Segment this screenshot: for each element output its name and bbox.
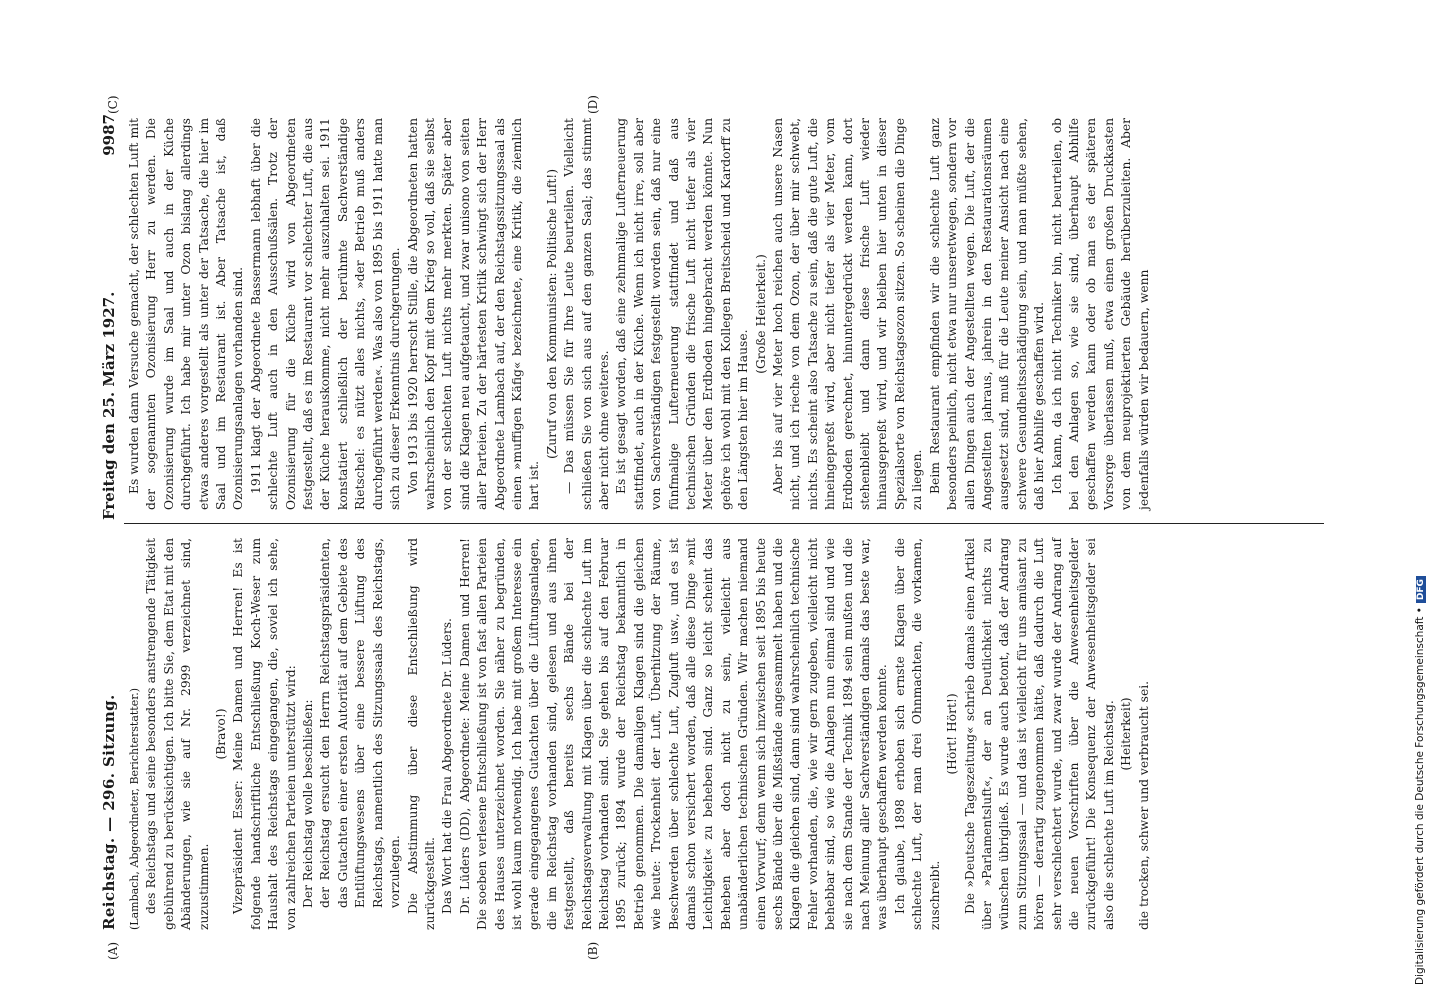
paragraph: 1911 klagt der Abgeordnete Bassermann lebhaft über die schlechte Luft auch in den Ausschußsälen. Trotz der Ozonisierung für die Küche wird von Abgeordneten festgestellt, daß es im Restaurant vor schlechter Luft, die aus der Küche herauskomme, nicht mehr auszuhalten sei. 1911 konstatiert schließlich der berühmte Sachverständige Rietschel: es nützt alles nichts, »der Betrieb muß anders durchgeführt werden«. Was also von 1895 bis 1911 hatte man sich zu dieser Erkenntnis durchgerungen. <box>248 118 403 510</box>
margin-marker-b: (B) <box>586 941 600 960</box>
header-session: Reichstag. — 296. Sitzung. <box>100 694 118 930</box>
margin-marker-a: (A) <box>106 941 120 960</box>
paragraph: Aber bis auf vier Meter hoch reichen auch unsere Nasen nicht, und ich rieche von dem Ozon, der über mir schwebt, nichts. Es scheint also Tatsache zu sein, daß die gute Luft, die hineingepreßt wird, aber nicht tiefer als vier Meter, vom Erdboden gerechnet, hinuntergedrückt werden kann, dort stehenbleibt und dann diese frische Luft wieder hinausgepreßt wird, und wir bleiben hier unten in dieser Spezialsorte von Reichstagsozon sitzen. So scheinen die Dinge zu liegen. <box>771 118 925 510</box>
paragraph: — Das müssen Sie für Ihre Leute beurteilen. Vielleicht schließen Sie von sich aus auf den ganzen Saal; das stimmt aber nicht ohne weiteres. <box>562 118 611 510</box>
right-column <box>126 118 1326 510</box>
interjection: (Große Heiterkeit.) <box>753 254 768 374</box>
paragraph: Beim Restaurant empfinden wir die schlechte Luft ganz besonders peinlich, nicht etwa nur unseretwegen, sondern vor allen Dingen auch der Angestellten wegen. Die Luft, der die Angestellten jahraus, jahrein in den Restaurationsräumen ausgesetzt sind, muß für die Leute meiner Ansicht nach eine schwere Gesundheitsschädigung sein, und man müßte sehen, daß hier Abhilfe geschaffen wird. <box>927 118 1047 510</box>
speaker-note: (Lambach, Abgeordneter, Berichterstatter.) <box>128 687 141 930</box>
paragraph: Es wurden dann Versuche gemacht, der schlechten Luft mit der sogenannten Ozonisierung Herr zu werden. Die Ozonisierung wurde im Saal und auch in der Küche durchgeführt. Ich habe mir unter Ozon bislang allerdings etwas anderes vorgestellt als unter der Tatsache, die hier im Saal und im Restaurant ist. Aber Tatsache ist, daß Ozonisierungsanlagen vorhanden sind. <box>127 118 246 510</box>
motion-text: der Reichstag ersucht den Herrn Reichstagspräsidenten, das Gutachten einer ersten Autorität auf dem Gebiete des Entlüftungswesens über eine bessere Lüftung des Reichstags, namentlich des Sitzungssaals des Reichstags, vorzulegen. <box>318 538 403 908</box>
header-date: Freitag den 25. März 1927. <box>100 291 118 520</box>
motion-intro: Der Reichstag wolle beschließen: <box>301 699 316 908</box>
rotated-page <box>100 95 1330 960</box>
dfg-logo: DFG <box>1416 576 1426 603</box>
interjection: (Heiterkeit) <box>1119 697 1134 771</box>
paragraph: Vizepräsident Esser: Meine Damen und Herren! Es ist folgende handschriftliche Entschließung Koch-Weser zum Haushalt des Reichstags eingegangen, die, soviel ich sehe, von zahlreichen Parteien unterstützt wird: <box>231 538 298 930</box>
paragraph: Ich glaube, 1898 erhoben sich ernste Klagen über die schlechte Luft, der man drei Ohnmachten, die vorkamen, zuschreibt. <box>892 538 942 930</box>
paragraph: Ich kann, da ich nicht Techniker bin, nicht beurteilen, ob bei den Anlagen so, wie sie sind, überhaupt Abhilfe geschaffen werden kann oder ob man es der späteren Vorsorge überlassen muß, etwa einen großen Druckkasten von dem neuprojektierten Gebäude herüberzuleiten. Aber jedenfalls würden wir bedauern, wenn <box>1049 118 1151 510</box>
paragraph: Die Abstimmung über diese Entschließung wird zurückgestellt. <box>405 538 437 930</box>
speech-paragraph: Dr. Lüders (DD), Abgeordnete: Meine Damen und Herren! Die soeben verlesene Entschließung ist von fast allen Parteien des Hauses unterzeichnet worden. Sie näher zu begründen, ist wohl kaum notwendig. Ich habe mit großem Interesse ein gerade eingegangenes Gutachten über die Lüftungsanlagen, die im Reichstag vorhanden sind, gelesen und aus ihnen festgestellt, daß bereits sechs Bände bei der Reichstagsverwaltung mit Klagen über die schlechte Luft im Reichstag vorhanden sind. Sie gehen bis auf den Februar 1895 zurück; 1894 wurde der Reichstag bekanntlich in Betrieb genommen. Die damaligen Klagen sind die gleichen wie heute: Trockenheit der Luft, Überhitzung der Räume, Beschwerden über schlechte Luft, Zugluft usw., und es ist damals schon versichert worden, daß alle diese Dinge »mit Leichtigkeit« zu beheben sind. Ganz so leicht scheint das Beheben aber doch nicht zu sein, vielleicht aus unabänderlichen technischen Gründen. Wir machen niemand einen Vorwurf; denn wenn sich inzwischen seit 1895 bis heute sechs Bände über die Mißstände angesammelt haben und die Klagen die gleichen sind, dann sind wahrscheinlich technische Fehler vorhanden, die, wie wir gern zugeben, vielleicht nicht behebbar sind, so wie die Anlagen nun einmal sind und wie sie nach dem Stande der Technik 1894 sein mußten und die nach Meinung aller Sachverständigen damals das beste war, was überhaupt geschaffen werden konnte. <box>457 538 890 930</box>
margin-marker-c: (C) <box>106 95 120 114</box>
paragraph: Die »Deutsche Tageszeitung« schrieb damals einen Artikel über »Parlamentsluft«, der an Deutlichkeit nichts zu wünschen übrigließ. Es wurde auch betont, daß der Andrang zum Sitzungssaal — und das ist vielleicht für uns amüsant zu hören — derartig zugenommen hätte, daß dadurch die Luft sehr verschlechtert wurde, und zwar wurde der Andrang auf die neuen Vorschriften über die Anwesenheitsgelder zurückgeführt! Die Konsequenz der Anwesenheitsgelder sei also die schlechte Luft im Reichstag. <box>962 538 1116 930</box>
column-rule <box>124 523 1324 524</box>
interjection: (Hört! Hört!) <box>945 693 960 775</box>
digitization-text: Digitalisierung gefördert durch die Deutsche Forschungsgemeinschaft • <box>1414 607 1426 985</box>
paragraph: des Reichstags und seine besonders anstrengende Tätigkeit gebührend zu berücksichtigen. Ich bitte Sie, dem Etat mit den Abänderungen, wie sie auf Nr. 2999 verzeichnet sind, zuzustimmen. <box>144 538 211 930</box>
paragraph: Das Wort hat die Frau Abgeordnete Dr. Lüders. <box>440 618 455 914</box>
page-header <box>100 110 122 930</box>
digitization-note <box>1414 576 1426 985</box>
left-column <box>126 538 1326 930</box>
paragraph: Von 1913 bis 1920 herrscht Stille, die Abgeordneten hatten wahrscheinlich den Kopf mit dem Krieg so voll, daß sie selbst von der schlechten Luft nichts mehr merkten. Später aber sind die Klagen neu aufgetaucht, und zwar unisono von seiten aller Parteien. Zu der härtesten Kritik schwingt sich der Herr Abgeordnete Lambach auf, der den Reichstagssitzungssaal als einen »muffigen Käfig« bezeichnete, eine Kritik, die ziemlich hart ist. <box>405 118 542 510</box>
paragraph: Es ist gesagt worden, daß eine zehnmalige Lufterneuerung stattfindet, auch in der Küche. Wenn ich nicht irre, soll aber von Sachverständigen festgestellt worden sein, daß nur eine fünfmalige Lufterneuerung stattfindet und daß aus technischen Gründen die frische Luft nicht tiefer als vier Meter über den Erdboden hingebracht werden könnte. Nun gehöre ich wohl mit den Kollegen Breitscheid und Kardorff zu den Längsten hier im Hause. <box>614 118 751 510</box>
page-number: 9987 <box>100 114 118 156</box>
interjection: (Bravo!) <box>214 708 229 760</box>
paragraph: die trocken, schwer und verbraucht sei. <box>1136 680 1151 930</box>
interjection: (Zuruf von den Kommunisten: Politische Luft!) <box>544 168 559 460</box>
margin-marker-d: (D) <box>586 95 600 114</box>
